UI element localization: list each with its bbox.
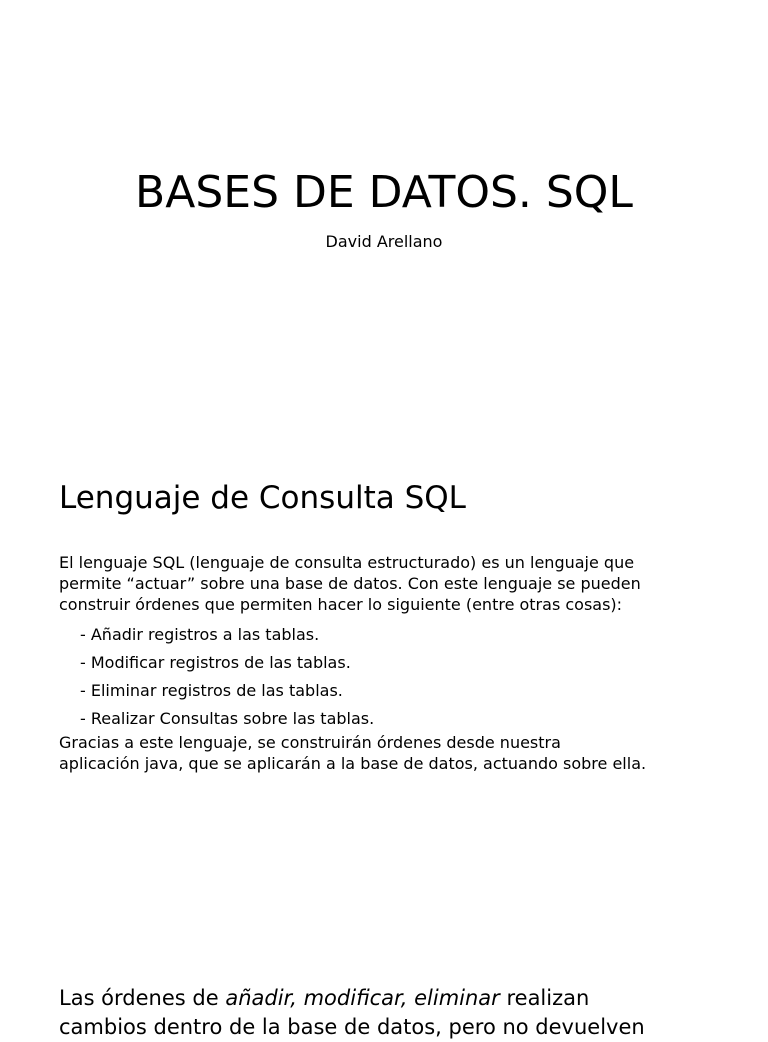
- emphasis-text: añadir, modificar, eliminar: [225, 986, 500, 1010]
- next-slide-line: [59, 984, 759, 1013]
- list-item: - Añadir registros a las tablas.: [80, 625, 320, 644]
- closing-line: Gracias a este lenguaje, se construirán órdenes desde nuestra: [59, 733, 561, 752]
- intro-line: construir órdenes que permiten hacer lo siguiente (entre otras cosas):: [59, 595, 623, 614]
- list-item: - Realizar Consultas sobre las tablas.: [80, 709, 375, 728]
- intro-paragraph: [59, 552, 749, 615]
- next-slide-line: cambios dentro de la base de datos, pero no devuelven: [59, 1015, 645, 1039]
- next-slide-partial: [59, 984, 759, 1042]
- intro-line: permite “actuar” sobre una base de datos. Con este lenguaje se pueden: [59, 574, 641, 593]
- slide-author: David Arellano: [325, 232, 443, 251]
- closing-line: aplicación java, que se aplicarán a la base de datos, actuando sobre ella.: [59, 754, 647, 773]
- text-span: realizan: [499, 986, 590, 1010]
- intro-line: El lenguaje SQL (lenguaje de consulta estructurado) es un lenguaje que: [59, 553, 635, 572]
- text-span: Las órdenes de: [59, 986, 226, 1010]
- section-heading: Lenguaje de Consulta SQL: [59, 480, 466, 516]
- operations-list: [80, 621, 374, 733]
- list-item: - Eliminar registros de las tablas.: [80, 681, 343, 700]
- closing-paragraph: [59, 732, 749, 774]
- slide-title: BASES DE DATOS. SQL: [135, 167, 633, 218]
- list-item: - Modificar registros de las tablas.: [80, 653, 351, 672]
